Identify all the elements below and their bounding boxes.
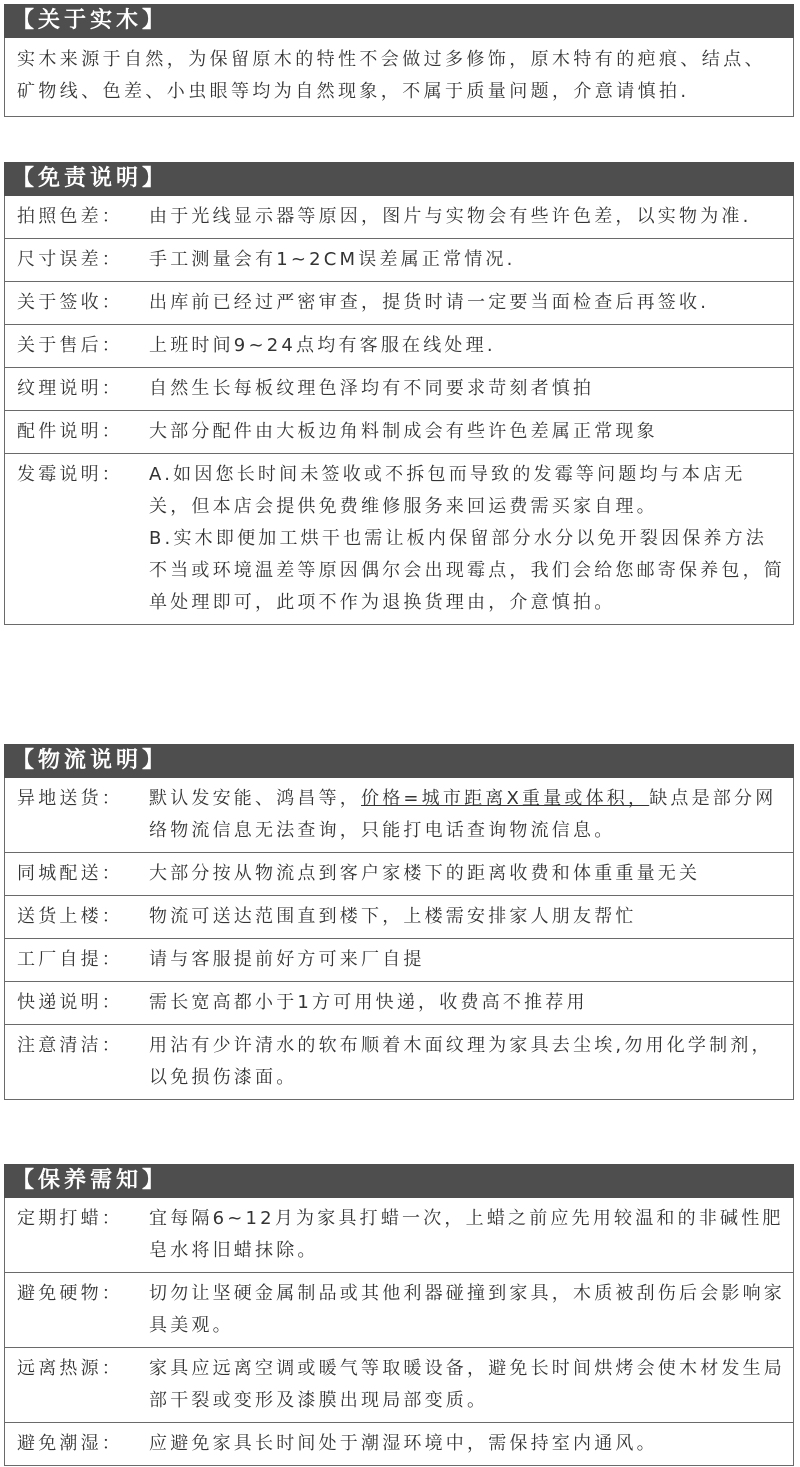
row-content: 应避免家具长时间处于潮湿环境中，需保持室内通风。 [149,1433,658,1454]
section-logistics [4,744,794,1100]
row-label: 注意清洁： [17,1035,123,1056]
row-label: 远离热源： [17,1358,123,1379]
row-content: 请与客服提前好方可来厂自提 [149,949,425,970]
row-label: 避免潮湿： [17,1433,123,1454]
row-waxing [5,1198,793,1272]
row-label: 异地送货： [17,788,123,809]
row-label: 拍照色差： [17,206,123,227]
row-label: 避免硬物： [17,1283,123,1304]
section-title: 【关于实木】 [4,4,794,38]
section-maintenance [4,1164,794,1466]
row-humidity [5,1422,793,1465]
section-body [4,1198,794,1466]
row-label: 同城配送： [17,863,123,884]
row-content: 家具应远离空调或暖气等取暖设备，避免长时间烘烤会使木材发生局部干裂或变形及漆膜出现局部变质。 [149,1358,785,1411]
row-receipt [5,281,793,324]
row-content: 用沾有少许清水的软布顺着木面纹理为家具去尘埃,勿用化学制剂，以免损伤漆面。 [149,1035,773,1088]
row-label: 快递说明： [17,992,123,1013]
row-photo-color [5,196,793,238]
row-label: 配件说明： [17,421,123,442]
row-remote-delivery [5,778,793,852]
section-body [4,778,794,1100]
row-content: 物流可送达范围直到楼下，上楼需安排家人朋友帮忙 [149,906,637,927]
row-content [149,459,787,619]
row-label: 关于售后： [17,335,123,356]
row-mildew [5,453,793,624]
row-label: 定期打蜡： [17,1208,123,1229]
row-accessories [5,410,793,453]
row-content: 由于光线显示器等原因，图片与实物会有些许色差，以实物为准. [149,206,752,227]
row-express [5,981,793,1024]
row-cleaning [5,1024,793,1099]
row-grain [5,367,793,410]
row-factory-pickup [5,938,793,981]
row-upstairs [5,895,793,938]
row-label: 发霉说明： [17,464,123,485]
row-label: 尺寸误差： [17,249,123,270]
section-title: 【物流说明】 [4,744,794,778]
row-content: 切勿让坚硬金属制品或其他利器碰撞到家具，木质被刮伤后会影响家具美观。 [149,1283,785,1336]
row-label: 工厂自提： [17,949,123,970]
row-hard-objects [5,1272,793,1347]
row-heat-source [5,1347,793,1422]
section-disclaimer [4,162,794,625]
row-content: 大部分按从物流点到客户家楼下的距离收费和体重重量无关 [149,863,701,884]
section-about-wood [4,4,794,117]
price-formula: 价格=城市距离X重量或体积， [361,788,650,809]
row-label: 送货上楼： [17,906,123,927]
row-content: 默认发安能、鸿昌等，价格=城市距离X重量或体积，缺点是部分网络物流信息无法查询，只能打电话查询物流信息。 [149,788,777,841]
row-content: 自然生长每板纹理色泽均有不同要求苛刻者慎拍 [149,378,595,399]
row-label: 纹理说明： [17,378,123,399]
row-content: 需长宽高都小于1方可用快递，收费高不推荐用 [149,992,588,1013]
section-body [4,38,794,117]
section-title: 【保养需知】 [4,1164,794,1198]
section-body [4,196,794,625]
section-title: 【免责说明】 [4,162,794,196]
row-size-error [5,238,793,281]
row-label: 关于签收： [17,292,123,313]
row-content: 大部分配件由大板边角料制成会有些许色差属正常现象 [149,421,658,442]
row-local-delivery [5,852,793,895]
row-after-sales [5,324,793,367]
mildew-note-b: B.实木即便加工烘干也需让板内保留部分水分以免开裂因保养方法不当或环境温差等原因偶尔会出现霉点，我们会给您邮寄保养包，简单处理即可，此项不作为退换货理由，介意慎拍。 [149,528,785,613]
row-content: 上班时间9~24点均有客服在线处理. [149,335,496,356]
row-content: 宜每隔6~12月为家具打蜡一次，上蜡之前应先用较温和的非碱性肥皂水将旧蜡抹除。 [149,1208,784,1261]
wood-description: 实木来源于自然，为保留原木的特性不会做过多修饰，原木特有的疤痕、结点、矿物线、色差、小虫眼等均为自然现象，不属于质量问题，介意请慎拍. [17,49,766,102]
mildew-note-a: A.如因您长时间未签收或不拆包而导致的发霉等问题均与本店无关，但本店会提供免费维修服务来回运费需买家自理。 [149,464,746,517]
row-content: 手工测量会有1~2CM误差属正常情况. [149,249,516,270]
row-content: 出库前已经过严密审查，提货时请一定要当面检查后再签收. [149,292,710,313]
